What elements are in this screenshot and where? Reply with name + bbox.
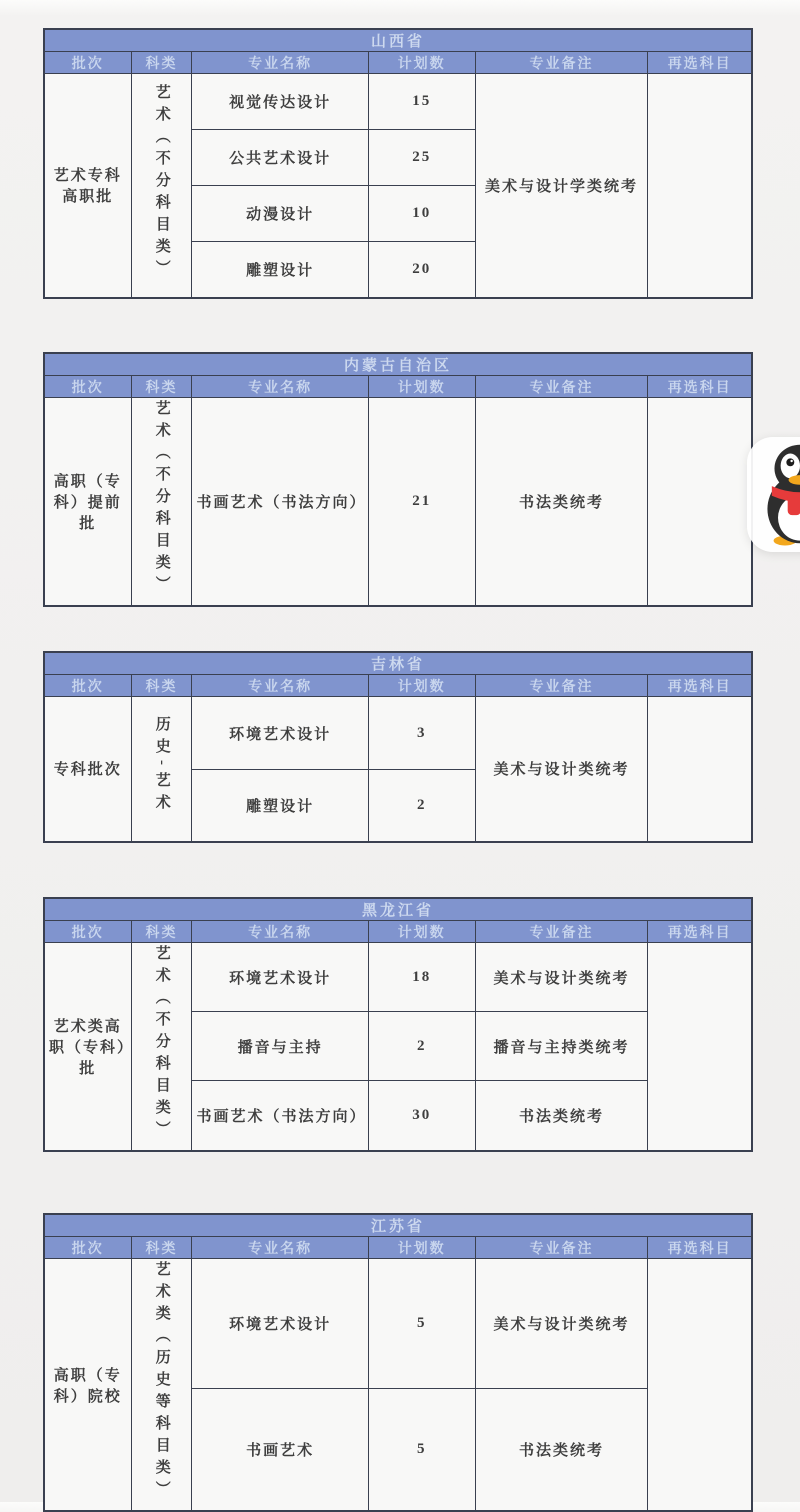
reselect-cell <box>648 74 752 298</box>
category-cell <box>131 74 192 298</box>
column-header-reselect: 再选科目 <box>648 1237 752 1259</box>
plan-cell: 18 <box>368 943 475 1012</box>
column-header-remark: 专业备注 <box>475 52 648 74</box>
column-header-plan: 计划数 <box>368 921 475 943</box>
reselect-cell <box>648 398 752 607</box>
category-vertical-text: 艺术（不分科目类） <box>153 83 170 282</box>
table-row <box>44 74 752 130</box>
plan-cell: 3 <box>368 697 475 770</box>
reselect-cell <box>648 1259 752 1512</box>
batch-cell: 艺术专科高职批 <box>44 74 131 298</box>
province-title: 吉林省 <box>44 652 752 675</box>
column-header-plan: 计划数 <box>368 1237 475 1259</box>
province-table-shanxi <box>43 28 753 299</box>
province-title: 黑龙江省 <box>44 898 752 921</box>
column-header-remark: 专业备注 <box>475 921 648 943</box>
reselect-cell <box>648 697 752 842</box>
column-header-category: 科类 <box>131 921 192 943</box>
column-header-major: 专业名称 <box>192 52 368 74</box>
column-header-batch: 批次 <box>44 921 131 943</box>
column-header-batch: 批次 <box>44 675 131 697</box>
major-cell: 环境艺术设计 <box>192 1259 368 1389</box>
batch-cell: 专科批次 <box>44 697 131 842</box>
column-header-category: 科类 <box>131 675 192 697</box>
plan-cell: 5 <box>368 1259 475 1389</box>
column-header-plan: 计划数 <box>368 376 475 398</box>
province-title: 山西省 <box>44 29 752 52</box>
plan-cell: 2 <box>368 770 475 842</box>
remark-cell: 美术与设计类统考 <box>475 697 648 842</box>
plan-cell: 20 <box>368 242 475 298</box>
plan-cell: 10 <box>368 186 475 242</box>
remark-cell: 美术与设计学类统考 <box>475 74 648 298</box>
province-table-jilin <box>43 651 753 843</box>
category-vertical-text: 艺术（不分科目类） <box>153 400 170 598</box>
remark-cell: 美术与设计类统考 <box>475 1259 648 1389</box>
table-row <box>44 943 752 1012</box>
column-header-reselect: 再选科目 <box>648 376 752 398</box>
column-header-major: 专业名称 <box>192 921 368 943</box>
province-title: 内蒙古自治区 <box>44 353 752 376</box>
column-header-remark: 专业备注 <box>475 376 648 398</box>
remark-cell: 书法类统考 <box>475 398 648 607</box>
column-header-batch: 批次 <box>44 1237 131 1259</box>
column-header-reselect: 再选科目 <box>648 52 752 74</box>
column-header-category: 科类 <box>131 1237 192 1259</box>
column-header-category: 科类 <box>131 52 192 74</box>
column-header-plan: 计划数 <box>368 675 475 697</box>
major-cell: 播音与主持 <box>192 1012 368 1081</box>
column-header-reselect: 再选科目 <box>648 675 752 697</box>
table-row <box>44 398 752 607</box>
column-header-remark: 专业备注 <box>475 1237 648 1259</box>
remark-cell: 播音与主持类统考 <box>475 1012 648 1081</box>
province-table-jiangsu <box>43 1213 753 1512</box>
category-cell <box>131 1259 192 1512</box>
column-header-major: 专业名称 <box>192 1237 368 1259</box>
major-cell: 动漫设计 <box>192 186 368 242</box>
remark-cell: 美术与设计类统考 <box>475 943 648 1012</box>
major-cell: 环境艺术设计 <box>192 697 368 770</box>
major-cell: 雕塑设计 <box>192 770 368 842</box>
major-cell: 书画艺术 <box>192 1389 368 1511</box>
column-header-batch: 批次 <box>44 376 131 398</box>
category-vertical-text: 历史-艺术 <box>153 716 170 817</box>
category-cell <box>131 943 192 1152</box>
column-header-plan: 计划数 <box>368 52 475 74</box>
column-header-reselect: 再选科目 <box>648 921 752 943</box>
remark-cell: 书法类统考 <box>475 1081 648 1151</box>
plan-cell: 2 <box>368 1012 475 1081</box>
province-title: 江苏省 <box>44 1214 752 1237</box>
column-header-batch: 批次 <box>44 52 131 74</box>
category-vertical-text: 艺术（不分科目类） <box>153 945 170 1143</box>
plan-cell: 21 <box>368 398 475 607</box>
column-header-major: 专业名称 <box>192 376 368 398</box>
province-table-heilongjiang <box>43 897 753 1152</box>
column-header-major: 专业名称 <box>192 675 368 697</box>
remark-cell: 书法类统考 <box>475 1389 648 1511</box>
qq-penguin-icon <box>756 442 800 546</box>
table-row <box>44 1259 752 1389</box>
major-cell: 书画艺术（书法方向） <box>192 1081 368 1151</box>
category-vertical-text: 艺术类（历史等科目类） <box>153 1261 170 1503</box>
major-cell: 雕塑设计 <box>192 242 368 298</box>
plan-cell: 30 <box>368 1081 475 1151</box>
plan-cell: 25 <box>368 130 475 186</box>
category-cell <box>131 697 192 842</box>
plan-cell: 5 <box>368 1389 475 1511</box>
qq-float-button[interactable] <box>747 437 800 552</box>
major-cell: 视觉传达设计 <box>192 74 368 130</box>
province-table-neimenggu <box>43 352 753 607</box>
category-cell <box>131 398 192 607</box>
major-cell: 书画艺术（书法方向） <box>192 398 368 607</box>
batch-cell: 高职（专科）院校 <box>44 1259 131 1512</box>
batch-cell: 高职（专科）提前批 <box>44 398 131 607</box>
plan-cell: 15 <box>368 74 475 130</box>
column-header-category: 科类 <box>131 376 192 398</box>
column-header-remark: 专业备注 <box>475 675 648 697</box>
major-cell: 公共艺术设计 <box>192 130 368 186</box>
batch-cell: 艺术类高职（专科）批 <box>44 943 131 1152</box>
table-row <box>44 697 752 770</box>
major-cell: 环境艺术设计 <box>192 943 368 1012</box>
reselect-cell <box>648 943 752 1152</box>
